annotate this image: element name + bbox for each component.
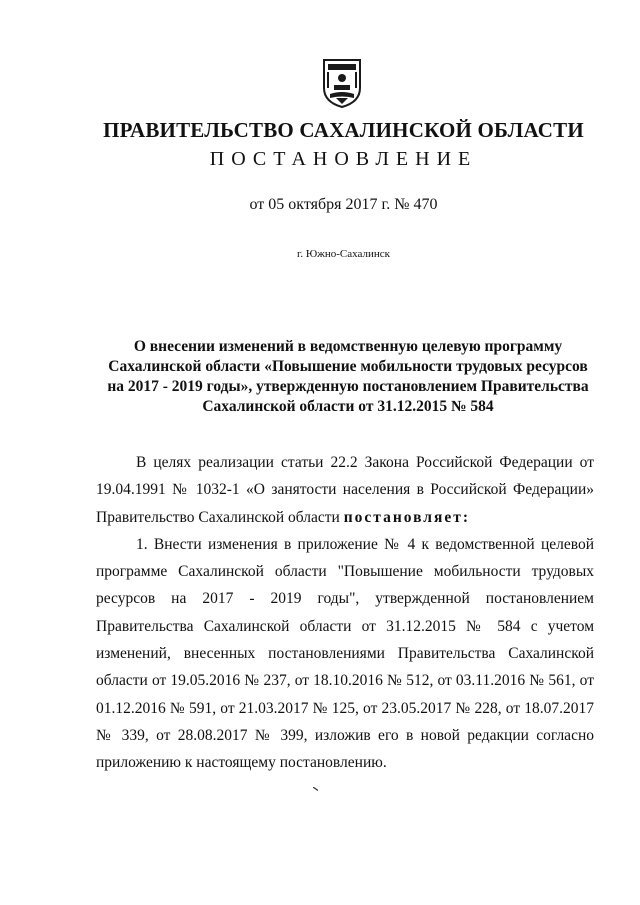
decree-word: постановляет: [343,508,471,526]
item-1-paragraph: 1. Внести изменения в приложение № 4 к ведомственной целевой программе Сахалинской области "Повышение мобильности трудовых ресурсов на 2017 - 2019 годы", утвержденной постановлением Правительства Сахалинской области от 31.12.2015 № 584 с учетом изменений, внесенных постановлениями Правительства Сахалинской области от 19.05.2016 № 237, от 18.10.2016 № 512, от 03.11.2016 № 561, от 01.12.2016 № 591, от 21.03.2017 № 125, от 23.05.2017 № 228, от 18.07.2017 № 339, от 28.08.2017 № 399, изложив его в новой редакции согласно приложению к настоящему постановлению. [96,535,594,772]
organization-title: ПРАВИТЕЛЬСТВО САХАЛИНСКОЙ ОБЛАСТИ [103,118,584,142]
document-body [96,449,594,777]
preamble-text: В целях реализации статьи 22.2 Закона Российской Федерации от 19.04.1991 № 1032-1 «О занятости населения в Российской Федерации» Правительство Сахалинской области [96,454,594,526]
document-subject: О внесении изменений в ведомственную целевую программу Сахалинской области «Повышение мобильности трудовых ресурсов на 2017 - 2019 годы», утвержденную постановлением Правительства Сахалинской области от 31.12.2015 № 584 [107,338,589,415]
document-date-number: от 05 октября 2017 г. № 470 [249,196,438,213]
coat-of-arms-icon [320,58,364,108]
document-type: ПОСТАНОВЛЕНИЕ [209,148,478,170]
document-city: г. Южно-Сахалинск [297,248,390,260]
preamble-paragraph [96,449,594,531]
stray-mark [313,787,319,791]
